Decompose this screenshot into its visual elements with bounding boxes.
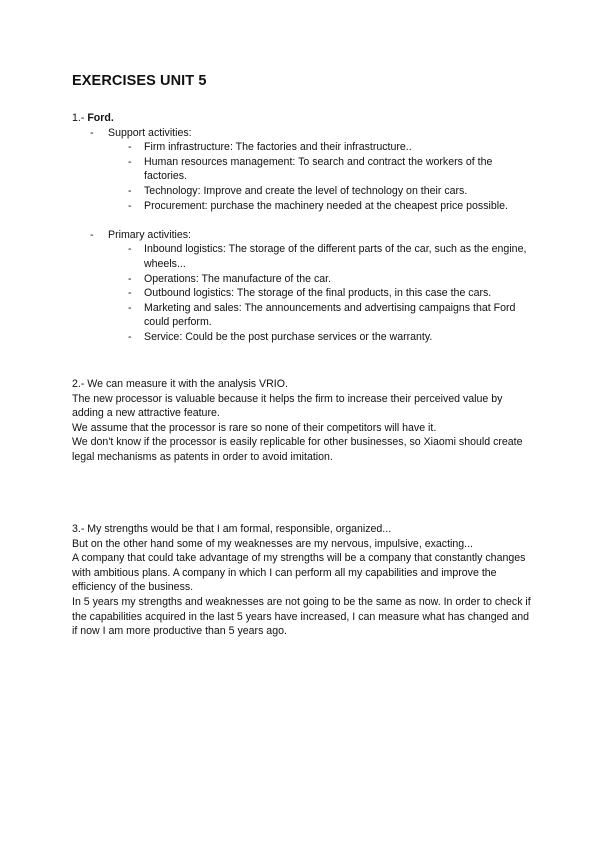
- dash-bullet: -: [90, 126, 94, 139]
- list-item: - Outbound logistics: The storage of the final products, in this case the cars.: [128, 287, 492, 300]
- support-activities-group: [72, 126, 532, 214]
- question-2: [72, 377, 532, 465]
- question-1-number: 1.-: [72, 112, 88, 124]
- list-item: - Service: Could be the post purchase services or the warranty.: [128, 330, 433, 343]
- support-activities-label: Support activities:: [108, 126, 192, 139]
- paragraph: We don't know if the processor is easily replicable for other businesses, so Xiaomi should create legal mechanisms as patents in order to avoid imitation.: [72, 436, 523, 463]
- support-activities-list: [72, 140, 532, 213]
- spacer: [72, 213, 532, 228]
- list-item: - Marketing and sales: The announcements and advertising campaigns that Ford could perform.: [128, 301, 516, 329]
- question-3-heading: 3.- My strengths would be that I am formal, responsible, organized...: [72, 523, 392, 535]
- paragraph: A company that could take advantage of my strengths will be a company that constantly changes with ambitious plans. A company in which I can perform all my capabilities and improve the efficiency of the business.: [72, 552, 526, 594]
- list-item: - Inbound logistics: The storage of the different parts of the car, such as the engine, wheels...: [128, 243, 527, 270]
- paragraph: The new processor is valuable because it helps the firm to increase their perceived value by adding a new attractive feature.: [72, 392, 503, 420]
- document-title: EXERCISES UNIT 5: [72, 73, 207, 89]
- primary-activities-group: [72, 228, 532, 345]
- question-2-heading: 2.- We can measure it with the analysis VRIO.: [72, 378, 288, 390]
- paragraph: In 5 years my strengths and weaknesses are not going to be the same as now. In order to check if the capabilities acquired in the last 5 years have increased, I can measure what has changed and if now I am more productive than 5 years ago.: [72, 595, 531, 638]
- paragraph: We assume that the processor is rare so none of their competitors will have it.: [72, 421, 437, 434]
- primary-activities-label: Primary activities:: [108, 228, 191, 241]
- list-item: - Procurement: purchase the machinery needed at the cheapest price possible.: [128, 199, 508, 212]
- dash-bullet: -: [90, 228, 94, 241]
- question-3: [72, 522, 532, 639]
- list-item: - Human resources management: To search and contract the workers of the factories.: [128, 155, 493, 183]
- list-item: - Operations: The manufacture of the car.: [128, 272, 332, 285]
- question-1-heading: [72, 111, 532, 126]
- activity-groups: [72, 126, 532, 345]
- paragraph: But on the other hand some of my weaknesses are my nervous, impulsive, exacting...: [72, 537, 473, 550]
- primary-activities-list: [72, 242, 532, 344]
- list-item: - Technology: Improve and create the level of technology on their cars.: [128, 184, 468, 197]
- question-1-topic: Ford.: [87, 112, 114, 124]
- list-item: - Firm infrastructure: The factories and their infrastructure..: [128, 141, 412, 154]
- question-1: [72, 111, 532, 345]
